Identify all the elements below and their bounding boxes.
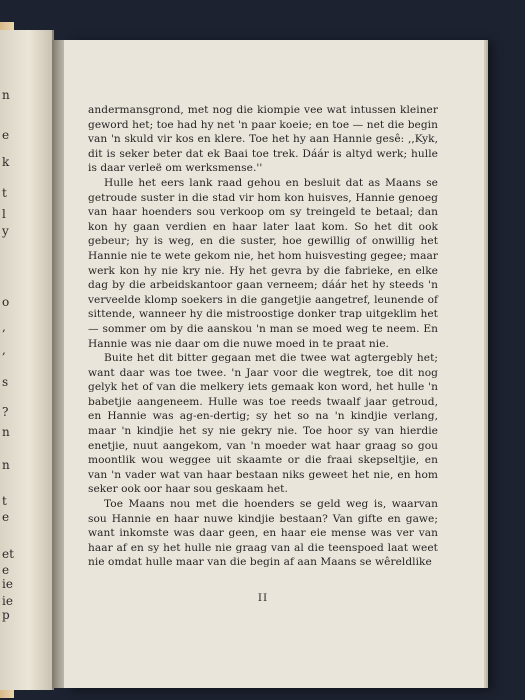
page-number: II (257, 592, 269, 604)
left-page-glyph: l (2, 207, 6, 221)
left-page-glyph: k (2, 155, 10, 169)
left-page-glyph: et (2, 547, 14, 561)
left-page-glyph: ie (2, 594, 13, 608)
left-page-glyph: o (2, 295, 10, 309)
left-page-glyph: t (2, 186, 7, 200)
paragraph: andermansgrond, met nog die kiompie vee wat intussen kleiner geword het; toe had hy net 'n paar koeie; en toe — net die begin van 'n skuld vir kos en klere. Toe het hy aan Hannie gesê: ,,Kyk, dit is seker beter dat ek Baai toe trek. Dáár is altyd werk; hulle is daar verleë om werksmense.'' (88, 104, 438, 175)
left-page-glyph: n (2, 458, 10, 472)
left-page-glyph: e (2, 510, 10, 524)
left-page-glyph: n (2, 88, 10, 102)
left-page-glyph: s (2, 375, 9, 389)
left-page-text-fragments (0, 30, 52, 690)
left-page-glyph: , (2, 343, 6, 357)
left-page-glyph: y (2, 224, 9, 238)
left-page-glyph: p (2, 608, 10, 622)
paragraph: Hulle het eers lank raad gehou en besluit dat as Maans se getroude suster in die stad vir hom kon huisves, Hannie genoeg van haar hoenders sou verkoop om sy treingeld te betaal; dan kon hy gaan verdien en haar later laat kom. So het dit ook gebeur; hy is weg, en die suster, hoe gewillig of onwillig het Hannie nie te wete gekom nie, het hom huisvesting gegee; maar werk kon hy nie kry nie. Hy het gevra by die fabrieke, en elke dag by die arbeidskantoor gaan verneem; dáár het hy steeds 'n verveelde klomp soekers in die gangetjie aangetref, leunende of sittende, wanneer hy die mistroostige donker trap uitgeklim het — sommer om by die aanskou 'n man se moed weg te neem. En Hannie was nie daar om die nuwe moed in te praat nie. (88, 176, 438, 350)
paragraph: Buite het dit bitter gegaan met die twee wat agtergebly het; want daar was toe twee. 'n Jaar voor die wegtrek, toe dit nog gelyk het of van die melkery iets gemaak kon word, het hulle 'n babetjie aangeneem. Hulle was toe reeds twaalf jaar getroud, en Hannie was ag-en-dertig; sy het so na 'n kindjie verlang, maar 'n kindjie het sy nie gekry nie. Toe hoor sy van hierdie enetjie, nuut aangekom, van 'n moeder wat haar graag so gou moontlik wou weggee uit skaamte or die fraai skepseltjie, en van 'n vader wat van haar bestaan niks geweet het nie, en hom seker ook oor haar sou geskaam het. (88, 352, 438, 496)
paragraph: Toe Maans nou met die hoenders se geld weg is, waarvan sou Hannie en haar nuwe kindjie bestaan? Van gifte en gawe; want inkomste was daar geen, en haar eie mense was ver van haar af en sy het hulle nie graag van al die teenspoed laat weet nie omdat hulle maar van die begin af aan Maans se wêreldlike (88, 498, 438, 569)
left-page-glyph: n (2, 425, 10, 439)
left-page-glyph: e (2, 128, 10, 142)
left-page-glyph: ie (2, 577, 13, 591)
page-body (88, 103, 438, 570)
left-page-glyph: ? (2, 405, 9, 419)
left-page-glyph: e (2, 563, 10, 577)
right-page (64, 40, 484, 688)
left-page-glyph: t (2, 494, 7, 508)
left-page-glyph: , (2, 320, 6, 334)
left-page (0, 30, 54, 690)
